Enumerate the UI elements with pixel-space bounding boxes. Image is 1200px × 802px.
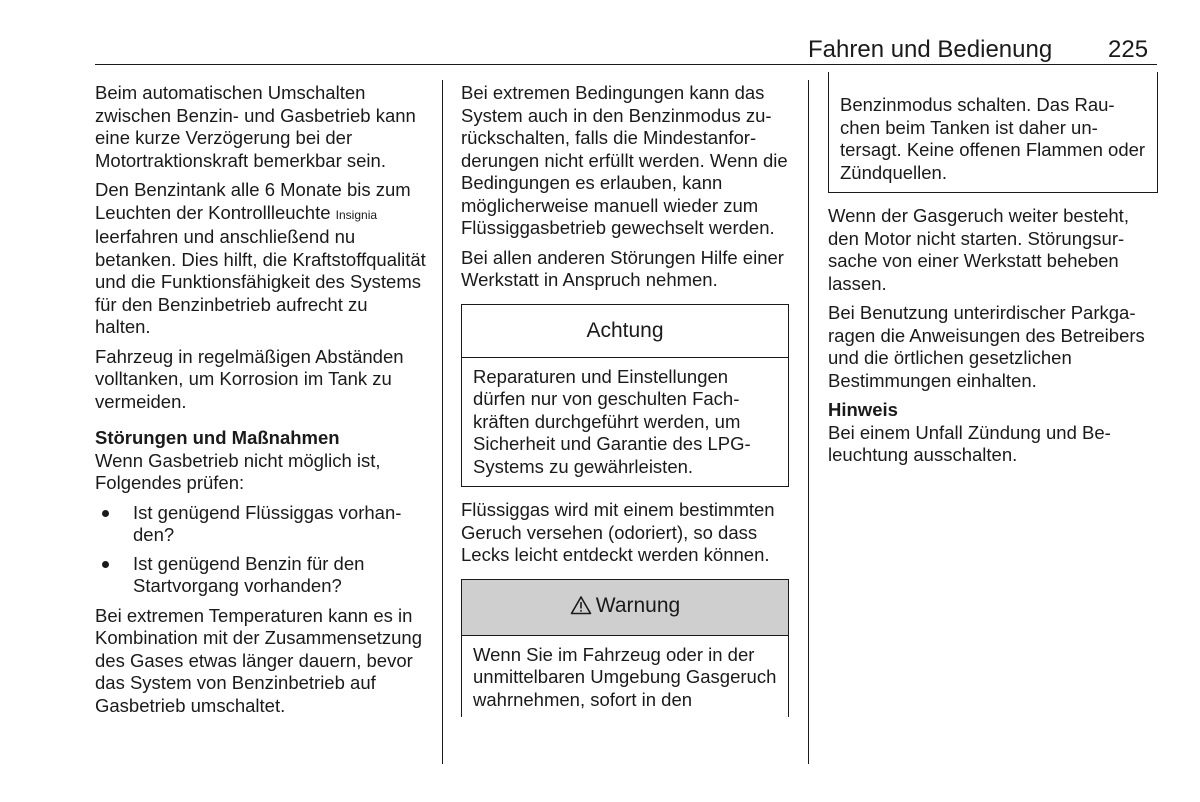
paragraph: Den Benzintank alle 6 Monate bis zum Leuchten der Kontrollleuchte Insignia leerfahren und anschließend nu betanken. Dies hilft, die Kraftstoffqualität und die Funktionsfähigkeit des Systems für den Benzinbetrieb aufrecht zu halten. — [95, 179, 426, 337]
warning-header — [462, 580, 788, 636]
paragraph: Bei Benutzung unterirdischer Parkgaragen die Anweisungen des Betreibers und die örtlichen gesetzlichen Bestimmungen einhalten. — [828, 302, 1145, 391]
paragraph: Wenn der Gasgeruch weiter besteht, den Motor nicht starten. Störungsursache von einer Werkstatt beheben lassen. — [828, 205, 1129, 294]
page-number: 225 — [1108, 36, 1149, 63]
column-divider-2 — [808, 80, 809, 764]
column-1 — [95, 82, 427, 724]
paragraph: Beim automatischen Umschalten zwischen Benzin- und Gasbetrieb kann eine kurze Verzögerung bei der Motortraktionskraft bemerkbar sein. — [95, 82, 416, 171]
section-title: Fahren und Bedienung — [808, 36, 1053, 63]
warning-box-continued: Benzinmodus schalten. Das Rauchen beim Tanken ist daher untersagt. Keine offenen Flammen oder Zündquellen. — [828, 72, 1158, 193]
paragraph: Wenn Gasbetrieb nicht möglich ist, Folgendes prüfen: — [95, 449, 381, 493]
column-2 — [461, 82, 789, 717]
paragraph: Flüssiggas wird mit einem bestimmten Geruch versehen (odoriert), so dass Lecks leicht entdeckt werden können. — [461, 499, 775, 565]
caution-body: Reparaturen und Einstellungen dürfen nur von geschulten Fachkräften durchgeführt werden, um Sicherheit und Garantie des LPG-Systems zu gewährleisten. — [473, 365, 751, 477]
warning-title: Warnung — [595, 593, 681, 617]
warning-box — [461, 579, 789, 717]
section-subheading: Störungen und Maßnahmen — [95, 427, 340, 448]
column-divider-1 — [442, 80, 443, 764]
paragraph: Bei allen anderen Störungen Hilfe einer Werkstatt in Anspruch nehmen. — [461, 246, 784, 290]
paragraph: Fahrzeug in regelmäßigen Abständen volltanken, um Korrosion im Tank zu vermeiden. — [95, 345, 404, 412]
warning-triangle-icon — [570, 595, 592, 621]
check-list — [95, 502, 427, 598]
column-3 — [828, 72, 1158, 474]
note-body: Bei einem Unfall Zündung und Beleuchtung ausschalten. — [828, 421, 1111, 465]
caution-title: Achtung — [462, 305, 788, 358]
header-rule — [95, 64, 1157, 65]
caution-box — [461, 304, 789, 488]
list-item: Ist genügend Flüssiggas vorhanden? — [95, 502, 427, 547]
paragraph: Bei extremen Temperaturen kann es in Kombination mit der Zusammensetzung des Gases etwas länger dauern, bevor das System von Benzinbetrieb auf Gasbetrieb umschaltet. — [95, 604, 422, 716]
note-title: Hinweis — [828, 399, 898, 420]
list-item: Ist genügend Benzin für den Startvorgang vorhanden? — [95, 553, 427, 598]
paragraph: Bei extremen Bedingungen kann das System auch in den Benzinmodus zurückschalten, falls die Mindestanforderungen nicht erfüllt werden. Wenn die Bedingungen es erlauben, kann möglicherweise manuell wieder zum Flüssiggasbetrieb gewechselt werden. — [461, 82, 788, 238]
fuel-indicator-icon: Insignia — [335, 207, 378, 222]
warning-body: Wenn Sie im Fahrzeug oder in der unmittelbaren Umgebung Gasgeruch wahrnehmen, sofort in den — [473, 643, 777, 710]
